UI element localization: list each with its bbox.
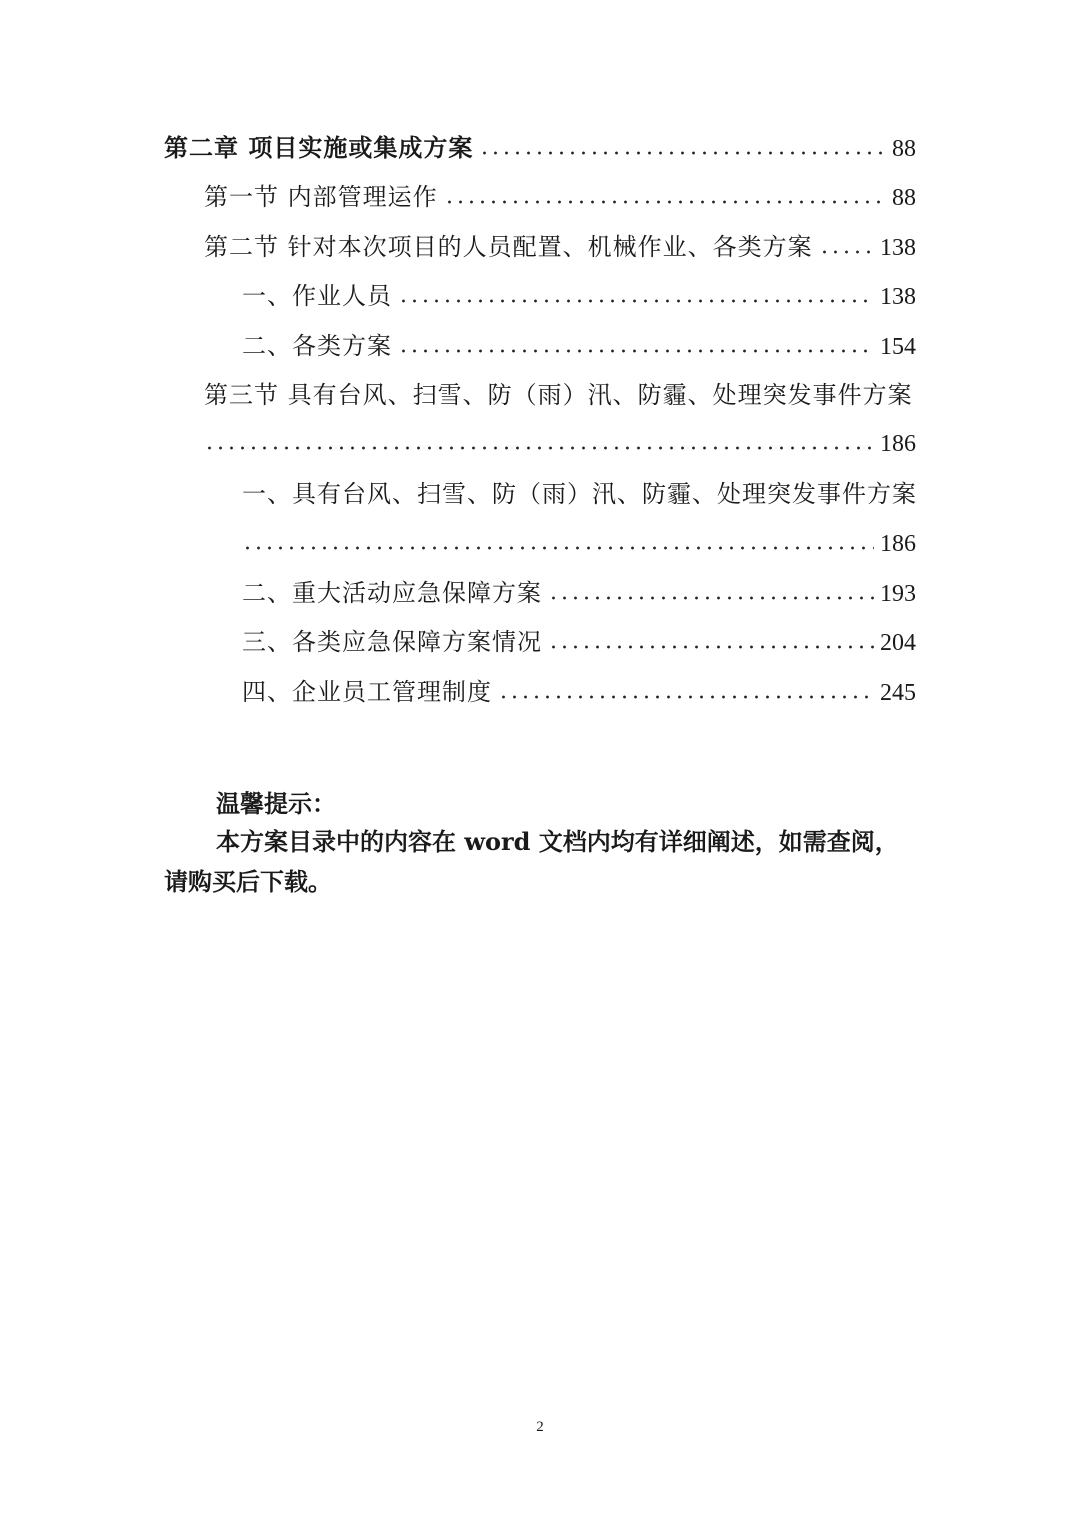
toc-entry-item-emergency-events[interactable] (242, 479, 916, 509)
toc-entry-text: 二、重大活动应急保障方案 (242, 579, 542, 607)
toc-leader-dots (498, 692, 874, 702)
page-number: 2 (536, 1419, 544, 1435)
toc-leader-dots (242, 543, 874, 553)
toc-entry-page: 193 (880, 581, 916, 607)
toc-entry-page: 88 (892, 136, 916, 162)
toc-entry-page: 186 (880, 531, 916, 557)
toc-entry-text: 一、具有台风、扫雪、防（雨）汛、防霾、处理突发事件方案 (242, 480, 917, 508)
toc-entry-text: 第二节 针对本次项目的人员配置、机械作业、各类方案 (204, 233, 813, 261)
toc-leader-dots (444, 197, 886, 207)
toc-entry-item-major-events[interactable] (242, 578, 916, 609)
toc-entry-page: 186 (880, 431, 916, 457)
toc-entry-item-workers[interactable] (242, 281, 916, 312)
toc-entry-text: 第一节 内部管理运作 (204, 183, 438, 211)
toc-entry-item-emergency-events-leader-line[interactable] (242, 529, 916, 559)
tip-title: 温馨提示： (216, 789, 336, 818)
toc-entry-item-staff-rules[interactable] (242, 677, 916, 708)
toc-leader-dots (204, 443, 874, 453)
toc-entry-text: 第三节 具有台风、扫雪、防（雨）汛、防霾、处理突发事件方案 (204, 381, 913, 409)
toc-entry-text: 第二章 项目实施或集成方案 (164, 133, 474, 162)
tip-text-line-1: 本方案目录中的内容在 word 文档内均有详细阐述，如需查阅， (216, 827, 899, 856)
toc-leader-dots (548, 642, 874, 652)
toc-entry-section-3-leader-line[interactable] (204, 429, 916, 459)
toc-leader-dots (548, 593, 874, 603)
toc-entry-page: 88 (892, 185, 916, 211)
toc-entry-page: 245 (880, 680, 916, 706)
toc-entry-section-2[interactable] (204, 232, 916, 263)
toc-entry-item-emergency-plans[interactable] (242, 627, 916, 658)
toc-entry-text: 三、各类应急保障方案情况 (242, 628, 542, 656)
toc-entry-text: 一、作业人员 (242, 282, 392, 310)
toc-entry-page: 138 (880, 284, 916, 310)
toc-entry-chapter-2[interactable] (164, 133, 916, 164)
toc-entry-text: 二、各类方案 (242, 332, 392, 360)
toc-entry-item-plans[interactable] (242, 331, 916, 362)
toc-entry-page: 204 (880, 630, 916, 656)
toc-entry-section-3[interactable] (204, 380, 916, 410)
toc-leader-dots (819, 247, 874, 257)
toc-leader-dots (479, 148, 886, 158)
toc-leader-dots (398, 346, 874, 356)
toc-entry-section-1[interactable] (204, 182, 916, 213)
toc-leader-dots (398, 296, 874, 306)
toc-entry-page: 154 (880, 334, 916, 360)
toc-entry-page: 138 (880, 235, 916, 261)
toc-entry-text: 四、企业员工管理制度 (242, 678, 492, 706)
tip-text-line-2: 请购买后下载。 (164, 867, 332, 896)
